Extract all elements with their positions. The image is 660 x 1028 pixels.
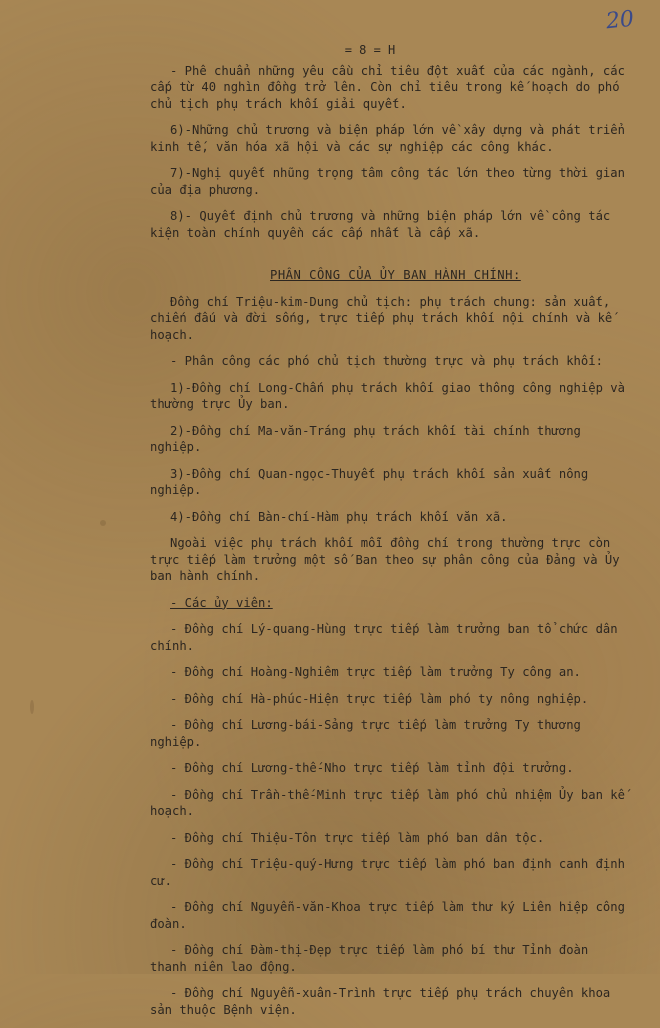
members-heading: - Các ủy viên: bbox=[170, 595, 273, 610]
member-item: - Đồng chí Hoàng-Nghiêm trực tiếp làm trưởng Ty công an. bbox=[170, 665, 581, 679]
list-item: 6)-Những chủ trương và biện pháp lớn về xây dựng và phát triển kinh tế, văn hóa xã hội và các sự nghiệp các công khác. bbox=[150, 123, 625, 154]
member-item: - Đồng chí Trần-thế-Minh trực tiếp làm phó chủ nhiệm Ủy ban kế hoạch. bbox=[150, 787, 625, 818]
member-item: - Đồng chí Lương-bái-Sảng trực tiếp làm trưởng Ty thương nghiệp. bbox=[150, 718, 581, 749]
note-paragraph: Ngoài việc phụ trách khối mỗi đồng chí trong thường trực còn trực tiếp làm trưởng một số Ban theo sự phân công của Đảng và Ủy ban hành chính. bbox=[150, 536, 620, 583]
ink-spot bbox=[30, 700, 34, 714]
page-number: 20 bbox=[604, 6, 636, 35]
member-item: - Đồng chí Hà-phúc-Hiện trực tiếp làm phó ty nông nghiệp. bbox=[170, 691, 589, 706]
vice-item: 4)-Đồng chí Bàn-chí-Hàm phụ trách khối văn xã. bbox=[170, 509, 508, 524]
member-item: - Đồng chí Nguyễn-văn-Khoa trực tiếp làm thư ký Liên hiệp công đoàn. bbox=[150, 900, 625, 931]
chairman-paragraph: Đồng chí Triệu-kim-Dung chủ tịch: phụ trách chung: sản xuất, chiến đấu và đời sống, trực tiếp phụ trách khối nội chính và kế hoạch. bbox=[150, 294, 613, 342]
vice-item: 3)-Đồng chí Quan-ngọc-Thuyết phụ trách khối sản xuất nông nghiệp. bbox=[150, 466, 589, 497]
member-item: - Đồng chí Triệu-quý-Hưng trực tiếp làm phó ban định canh định cư. bbox=[150, 857, 625, 888]
list-item: - Phê chuẩn những yêu cầu chỉ tiêu đột xuất của các ngành, các cấp từ 40 nghìn đồng trở lên. Còn chỉ tiêu trong kế hoạch do phó chủ tịch phụ trách khối giải quyết. bbox=[150, 63, 625, 111]
member-item: - Đồng chí Lý-quang-Hùng trực tiếp làm trưởng ban tổ chức dân chính. bbox=[150, 622, 618, 653]
page-header: = 8 = H bbox=[344, 43, 396, 57]
member-item: - Đồng chí Lương-thế-Nho trực tiếp làm tỉnh đội trưởng. bbox=[170, 761, 574, 775]
vice-item: 2)-Đồng chí Ma-văn-Tráng phụ trách khối tài chính thương nghiệp. bbox=[150, 423, 581, 454]
vice-item: 1)-Đồng chí Long-Chấn phụ trách khối giao thông công nghiệp và thường trực Ủy ban. bbox=[150, 380, 625, 411]
member-item: - Đồng chí Nguyễn-xuân-Trình trực tiếp phụ trách chuyên khoa sản thuộc Bệnh viện. bbox=[150, 986, 611, 1017]
ink-spot bbox=[100, 520, 106, 526]
document-body bbox=[150, 42, 630, 1028]
member-item: - Đồng chí Thiệu-Tôn trực tiếp làm phó ban dân tộc. bbox=[170, 830, 545, 845]
list-item: 7)-Nghị quyết nhũng trọng tâm công tác lớn theo từng thời gian của địa phương. bbox=[150, 166, 625, 197]
list-item: 8)- Quyết định chủ trương và những biện pháp lớn về công tác kiện toàn chính quyền các cấp nhất là cấp xã. bbox=[150, 209, 611, 240]
member-item: - Đồng chí Đàm-thị-Đẹp trực tiếp làm phó bí thư Tỉnh đoàn thanh niên lao động. bbox=[150, 943, 589, 974]
section-heading: PHÂN CÔNG CỦA ỦY BAN HÀNH CHÍNH: bbox=[270, 268, 521, 282]
vice-intro: - Phân công các phó chủ tịch thường trực và phụ trách khối: bbox=[170, 354, 603, 368]
